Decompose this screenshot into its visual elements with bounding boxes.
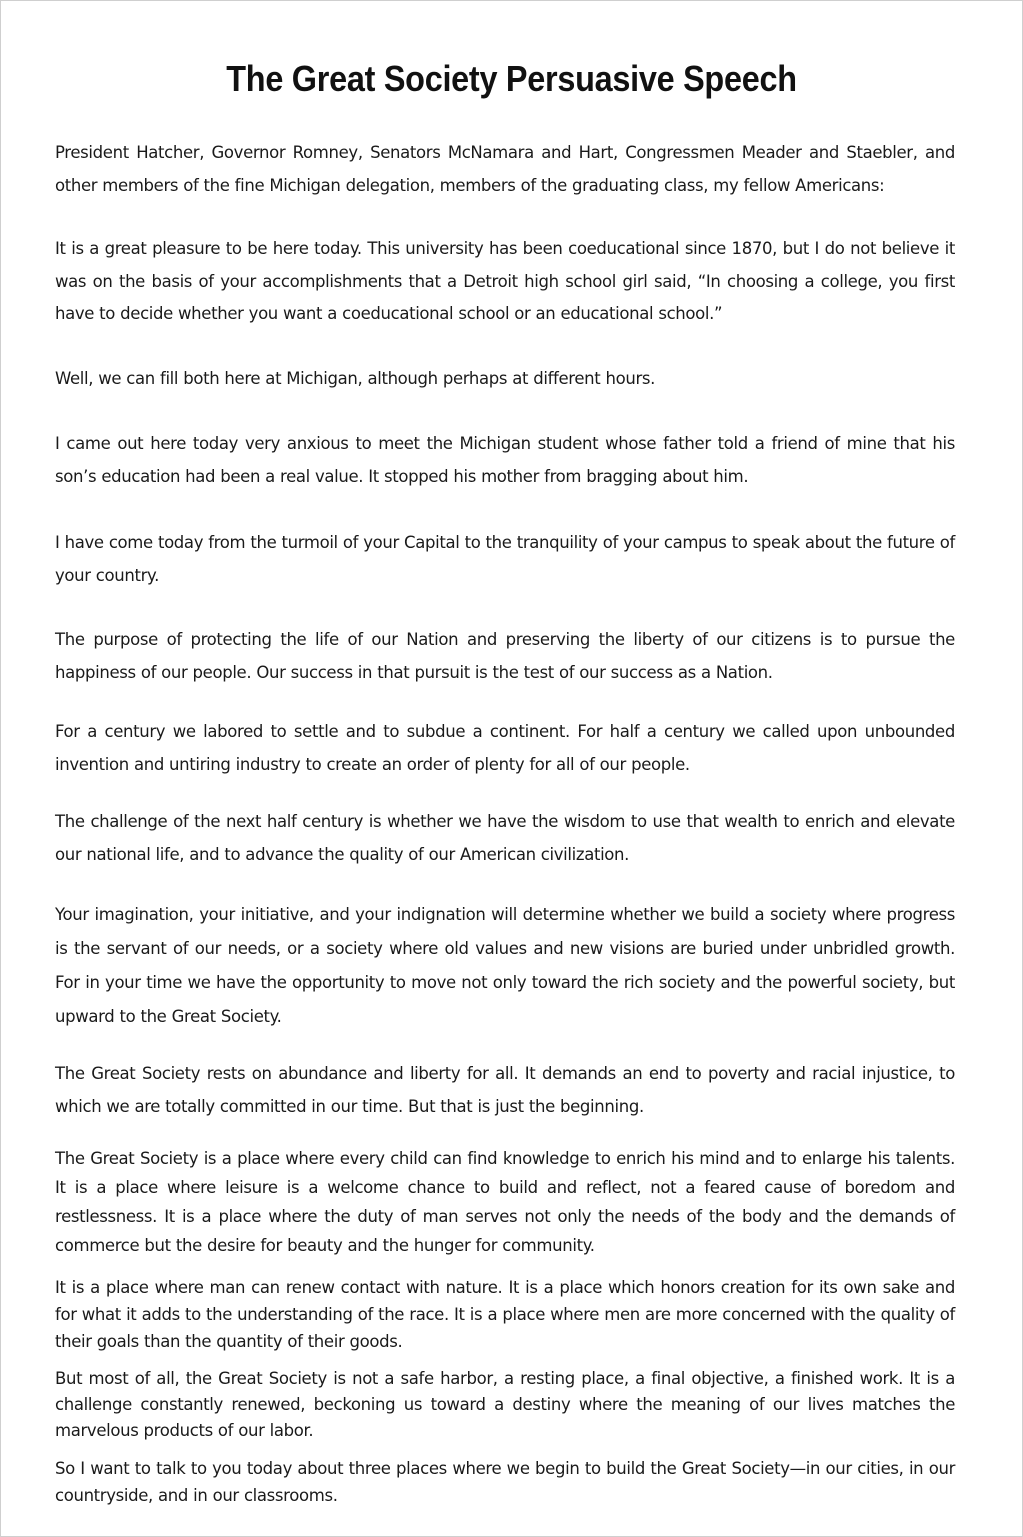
paragraph-century: For a century we labored to settle and to subdue a continent. For half a century we called upon unbounded invention and untiring industry to create an order of plenty for all of our people.	[55, 722, 955, 774]
paragraph-salutation: President Hatcher, Governor Romney, Senators McNamara and Hart, Congressmen Meader and Staebler, and other members of the fine Michigan delegation, members of the graduating class, my fellow Americans:	[55, 143, 955, 195]
paragraph-every-child: The Great Society is a place where every child can find knowledge to enrich his mind and to enlarge his talents. It is a place where leisure is a welcome chance to build and reflect, not a feared cause of boredom and restlessness. It is a place where the duty of man serves not only the needs of the body and the demands of commerce but the desire for beauty and the hunger for community.	[55, 1149, 955, 1255]
paragraph-student-father: I came out here today very anxious to meet the Michigan student whose father told a friend of mine that his son’s education had been a real value. It stopped his mother from bragging about him.	[55, 434, 955, 486]
paragraph-three-places: So I want to talk to you today about three places where we begin to build the Great Society—in our cities, in our countryside, and in our classrooms.	[55, 1459, 955, 1505]
paragraph-purpose: The purpose of protecting the life of our Nation and preserving the liberty of our citizens is to pursue the happiness of our people. Our success in that pursuit is the test of our success as a Nation.	[55, 630, 955, 682]
paragraph-coeducational: It is a great pleasure to be here today. This university has been coeducational since 1870, but I do not believe it was on the basis of your accomplishments that a Detroit high school girl said, “In choosing a college, you first have to decide whether you want a coeducational school or an educational school.”	[55, 239, 955, 323]
paragraph-safe-harbor: But most of all, the Great Society is not a safe harbor, a resting place, a final objective, a finished work. It is a challenge constantly renewed, beckoning us toward a destiny where the meaning of our lives matches the marvelous products of our labor.	[55, 1369, 955, 1440]
paragraph-challenge: The challenge of the next half century is whether we have the wisdom to use that wealth to enrich and elevate our national life, and to advance the quality of our American civilization.	[55, 812, 955, 864]
paragraph-michigan-hours: Well, we can fill both here at Michigan, although perhaps at different hours.	[55, 369, 656, 388]
paragraph-nature: It is a place where man can renew contact with nature. It is a place which honors creation for its own sake and for what it adds to the understanding of the race. It is a place where men are more concerned with the quality of their goals than the quantity of their goods.	[55, 1278, 955, 1351]
paragraph-abundance: The Great Society rests on abundance and liberty for all. It demands an end to poverty and racial injustice, to which we are totally committed in our time. But that is just the beginning.	[55, 1064, 955, 1116]
paragraph-imagination: Your imagination, your initiative, and your indignation will determine whether we build a society where progress is the servant of our needs, or a society where old values and new visions are buried under unbridled growth. For in your time we have the opportunity to move not only toward the rich society and the powerful society, but upward to the Great Society.	[55, 905, 955, 1026]
paragraph-capital-campus: I have come today from the turmoil of your Capital to the tranquility of your campus to speak about the future of your country.	[55, 533, 955, 585]
document-title: The Great Society Persuasive Speech	[226, 58, 797, 99]
